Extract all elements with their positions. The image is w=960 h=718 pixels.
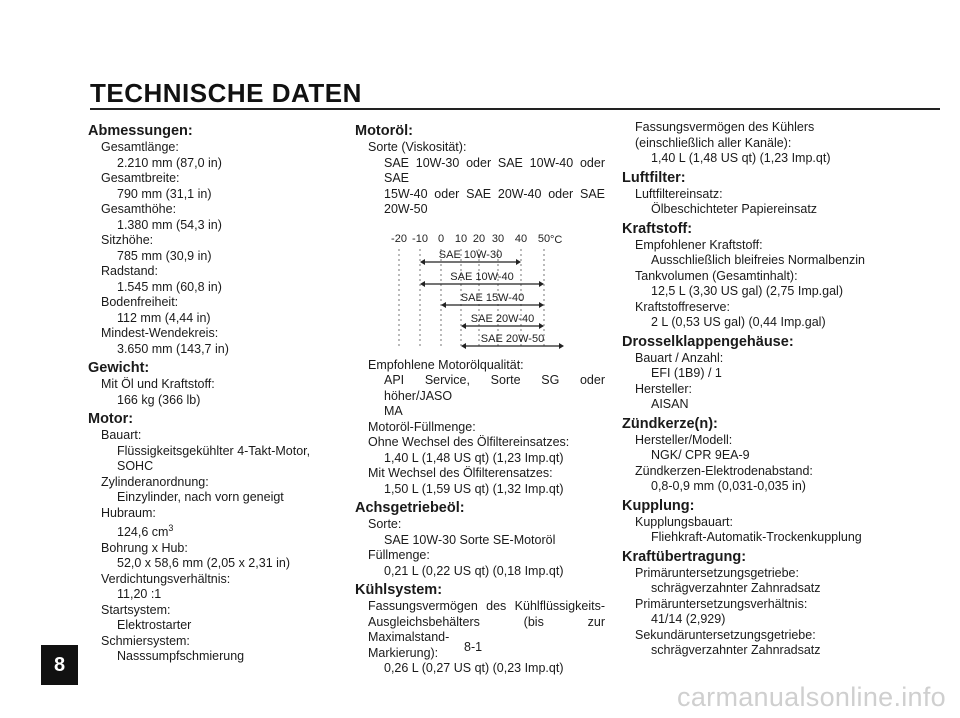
value-drossel: EFI (1B9) / 1 — [651, 366, 722, 380]
chart-arrow-left — [461, 323, 466, 329]
value-verdichtung: 11,20 :1 — [117, 587, 162, 602]
chart-tick-label: -10 — [412, 232, 428, 245]
chart-tick-label: -20 — [391, 232, 407, 245]
value-sorte-1: SAE 10W-30 oder SAE 10W-40 oder SAE — [384, 155, 605, 185]
label-gesamtbreite: Gesamtbreite: — [101, 171, 180, 185]
heading-motoroel: Motoröl: — [355, 123, 413, 139]
label-tank: Tankvolumen (Gesamtinhalt): — [635, 268, 798, 283]
value-sekundaer: schrägverzahnter Zahnradsatz — [651, 643, 821, 657]
value-schmier: Nasssumpfschmierung — [117, 649, 245, 664]
column-left — [88, 120, 328, 665]
oil-viscosity-chart — [355, 222, 605, 352]
value-sitzhoehe: 785 mm (30,9 in) — [117, 248, 212, 263]
value-sorte-3: 20W-50 — [384, 202, 428, 216]
text-kuehl-3: Markierung): — [368, 645, 439, 660]
page-title: TECHNISCHE DATEN — [90, 78, 362, 108]
heading-luftfilter: Luftfilter: — [622, 169, 686, 186]
label-kraftstoff-empf: Empfohlener Kraftstoff: — [635, 237, 763, 252]
label-bauart: Bauart: — [101, 428, 142, 442]
label-gesamtlaenge: Gesamtlänge: — [101, 140, 179, 154]
label-start: Startsystem: — [101, 602, 171, 617]
heading-achsgetriebeoel: Achsgetriebeöl: — [355, 500, 465, 516]
value-reserve: 2 L (0,53 US gal) (0,44 Imp.gal) — [651, 315, 826, 329]
text-kuehl-1: Fassungsvermögen des Kühlflüssigkeits- — [368, 599, 605, 613]
label-sitzhoehe: Sitzhöhe: — [101, 233, 154, 247]
value-gesamtbreite: 790 mm (31,1 in) — [117, 186, 212, 201]
label-zylinder: Zylinderanordnung: — [101, 474, 209, 489]
label-sekundaer: Sekundäruntersetzungsgetriebe: — [635, 627, 816, 642]
label-empf-oelqualitaet: Empfohlene Motorölqualität: — [368, 357, 524, 372]
value-elektrodenabstand: 0,8-0,9 mm (0,031-0,035 in) — [651, 479, 806, 493]
chart-tick-label: 20 — [472, 232, 486, 245]
value-hersteller: AISAN — [651, 397, 689, 411]
chart-grade-label: SAE 20W-50 — [480, 332, 545, 345]
label-sorte: Sorte (Viskosität): — [368, 140, 467, 154]
heading-abmessungen: Abmessungen: — [88, 123, 193, 139]
value-wendekreis: 3.650 mm (143,7 in) — [117, 341, 229, 356]
page-number: 8-1 — [464, 640, 483, 654]
chapter-number: 8 — [53, 653, 66, 676]
label-fassung-1: Fassungsvermögen des Kühlers — [635, 120, 815, 134]
heading-motor: Motor: — [88, 411, 134, 427]
chart-arrow-right — [539, 323, 544, 329]
label-achs-sorte: Sorte: — [368, 517, 402, 531]
heading-kraftstoff: Kraftstoff: — [622, 220, 693, 237]
label-ohne-wechsel: Ohne Wechsel des Ölfiltereinsatzes: — [368, 435, 570, 449]
label-achs-fuellmenge: Füllmenge: — [368, 548, 430, 562]
heading-drossel: Drosselklappengehäuse: — [622, 333, 794, 350]
chart-arrow-right — [559, 343, 564, 349]
label-primaer: Primäruntersetzungsgetriebe: — [635, 565, 799, 580]
label-radstand: Radstand: — [101, 264, 158, 278]
label-kupplung: Kupplungsbauart: — [635, 514, 733, 529]
chart-grade-label: SAE 20W-40 — [470, 312, 535, 325]
value-empf-1: API Service, Sorte SG oder höher/JASO — [384, 373, 605, 403]
hubraum-number: 124,6 cm — [117, 525, 169, 540]
label-bohrung: Bohrung x Hub: — [101, 540, 188, 555]
value-zylinder: Einzylinder, nach vorn geneigt — [117, 490, 284, 504]
chart-tick-label: 30 — [491, 232, 505, 245]
chart-tick-label: 50 — [537, 232, 551, 245]
label-elektrodenabstand: Zündkerzen-Elektrodenabstand: — [635, 463, 813, 478]
value-bauart-1: Flüssigkeitsgekühlter 4-Takt-Motor, — [117, 443, 311, 458]
watermark: carmanualsonline.info — [677, 682, 946, 712]
chart-arrow-right — [516, 259, 521, 265]
value-kupplung: Fliehkraft-Automatik-Trockenkupplung — [651, 530, 862, 544]
column-middle — [355, 120, 605, 677]
value-radstand: 1.545 mm (60,8 in) — [117, 279, 222, 294]
value-ohne-wechsel: 1,40 L (1,48 US qt) (1,23 Imp.qt) — [384, 450, 564, 465]
label-schmier: Schmiersystem: — [101, 633, 190, 648]
label-mit-wechsel: Mit Wechsel des Ölfilterensatzes: — [368, 466, 553, 480]
value-gesamthoehe: 1.380 mm (54,3 in) — [117, 217, 222, 232]
chart-grade-label: SAE 10W-40 — [450, 270, 514, 283]
label-gesamthoehe: Gesamthöhe: — [101, 202, 177, 216]
value-sorte-2: 15W-40 oder SAE 20W-40 oder SAE — [384, 186, 605, 201]
value-fassung: 1,40 L (1,48 US qt) (1,23 Imp.qt) — [651, 151, 831, 165]
value-tank: 12,5 L (3,30 US gal) (2,75 Imp.gal) — [651, 284, 843, 298]
value-bodenfreiheit: 112 mm (4,44 in) — [117, 310, 211, 325]
chart-unit-label: °C — [550, 233, 563, 246]
chart-arrow-left — [461, 343, 466, 349]
chart-arrow-left — [420, 281, 425, 287]
value-gesamtlaenge: 2.210 mm (87,0 in) — [117, 155, 222, 170]
chart-tick-label: 40 — [514, 232, 528, 245]
value-start: Elektrostarter — [117, 618, 192, 633]
value-kraftstoff-empf: Ausschließlich bleifreies Normalbenzin — [651, 253, 865, 267]
title-rule — [90, 108, 940, 110]
chart-grade-label: SAE 15W-40 — [460, 291, 525, 304]
chart-arrow-left — [441, 302, 446, 308]
chart-arrow-left — [420, 259, 425, 265]
chart-arrow-right — [539, 302, 544, 308]
value-kuehl: 0,26 L (0,27 US qt) (0,23 Imp.qt) — [384, 661, 564, 675]
text-kuehl-2: Ausgleichsbehälters (bis zur Maximalstand- — [368, 614, 605, 644]
value-empf-2: MA — [384, 404, 403, 418]
label-primaer-verhaeltnis: Primäruntersetzungsverhältnis: — [635, 596, 808, 611]
label-gewicht: Mit Öl und Kraftstoff: — [101, 377, 215, 391]
value-primaer: schrägverzahnter Zahnradsatz — [651, 581, 821, 595]
label-reserve: Kraftstoffreserve: — [635, 299, 730, 314]
value-hubraum — [88, 521, 328, 541]
heading-kraftuebertragung: Kraftübertragung: — [622, 548, 747, 565]
value-mit-wechsel: 1,50 L (1,59 US qt) (1,32 Imp.qt) — [384, 481, 564, 496]
label-hubraum: Hubraum: — [101, 505, 156, 520]
heading-zuendkerze: Zündkerze(n): — [622, 415, 718, 432]
label-verdichtung: Verdichtungsverhältnis: — [101, 571, 231, 586]
value-gewicht: 166 kg (366 lb) — [117, 392, 201, 407]
label-luftfilter: Luftfiltereinsatz: — [635, 186, 723, 201]
column-right — [622, 120, 872, 659]
value-primaer-verhaeltnis: 41/14 (2,929) — [651, 612, 726, 626]
value-achs-sorte: SAE 10W-30 Sorte SE-Motoröl — [384, 532, 556, 547]
label-fuellmenge: Motoröl-Füllmenge: — [368, 419, 476, 434]
value-zuendkerze: NGK/ CPR 9EA-9 — [651, 448, 750, 462]
label-fassung-2: (einschließlich aller Kanäle): — [635, 135, 792, 150]
label-bodenfreiheit: Bodenfreiheit: — [101, 295, 179, 309]
label-zuendkerze: Hersteller/Modell: — [635, 432, 733, 447]
chart-tick-label: 0 — [437, 232, 445, 245]
heading-gewicht: Gewicht: — [88, 360, 150, 376]
heading-kupplung: Kupplung: — [622, 497, 695, 514]
heading-kuehlsystem: Kühlsystem: — [355, 582, 443, 598]
value-achs-fuellmenge: 0,21 L (0,22 US qt) (0,18 Imp.qt) — [384, 563, 564, 578]
value-bohrung: 52,0 x 58,6 mm (2,05 x 2,31 in) — [117, 556, 291, 571]
chart-arrow-right — [539, 281, 544, 287]
chart-tick-label: 10 — [454, 232, 468, 245]
chart-grade-label: SAE 10W-30 — [438, 248, 503, 261]
chapter-tab — [41, 645, 78, 685]
hubraum-superscript: 3 — [168, 523, 174, 533]
value-bauart-2: SOHC — [117, 459, 154, 473]
label-wendekreis: Mindest-Wendekreis: — [101, 326, 219, 340]
label-drossel: Bauart / Anzahl: — [635, 350, 724, 365]
label-hersteller: Hersteller: — [635, 381, 692, 396]
value-luftfilter: Ölbeschichteter Papiereinsatz — [651, 202, 818, 216]
